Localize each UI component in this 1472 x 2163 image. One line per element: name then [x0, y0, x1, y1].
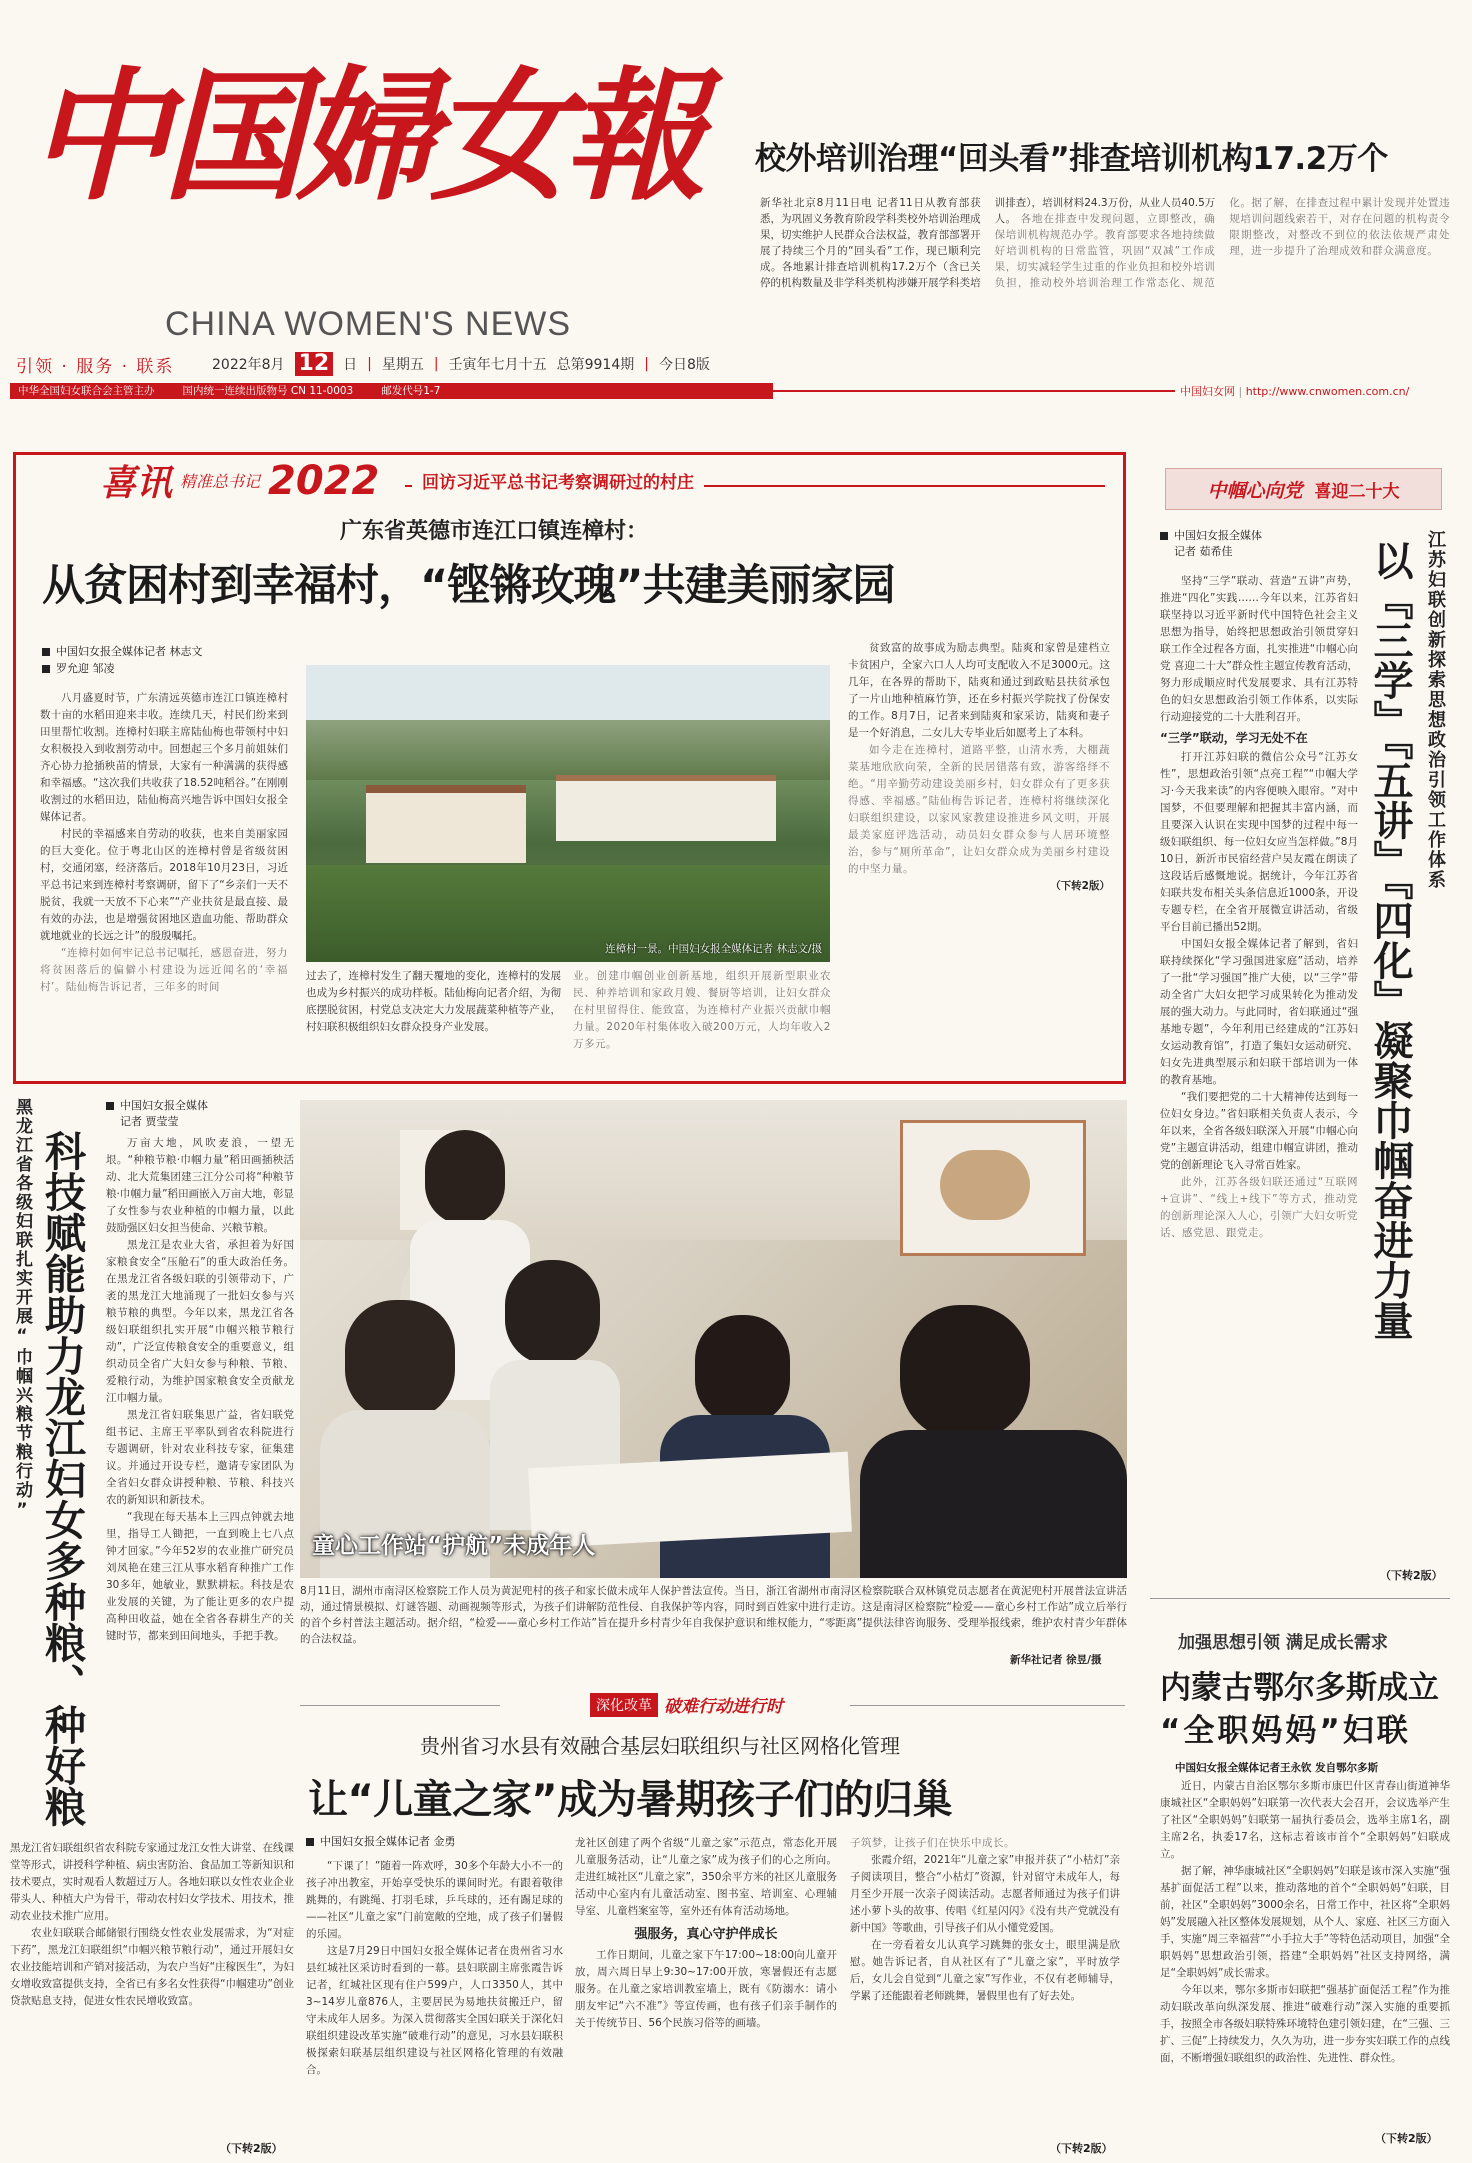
guizhou-banner	[590, 1692, 783, 1717]
guizhou-headline[interactable]: 让“儿童之家”成为暑期孩子们的归巢	[308, 1777, 953, 1823]
mongolia-headline-2[interactable]: “全职妈妈”妇联	[1160, 1713, 1411, 1749]
feature-column-tag: 回访习近平总书记考察调研过的村庄	[412, 468, 704, 493]
feature-byline: 中国妇女报全媒体记者 林志文 罗允迎 邹凌	[42, 643, 203, 677]
banner-sub: 精准总书记	[180, 472, 261, 491]
feature-col-1: 八月盛夏时节，广东清远英德市连江口镇连樟村数十亩的水稻田迎来丰收。连续几天，村民们纷来到田里帮忙收割。连樟村妇联主席陆仙梅也带领村中妇女积极投入到收割劳动中。回想起三个多月前姐妹们齐心协力抢插秧苗的情景，大家有一种满满的获得感和幸福感。“这次我们共收获了18.52吨稻谷。”在刚刚收割过的水稻田边，陆仙梅高兴地告诉中国妇女报全媒体记者。 村民的幸福感来自劳动的收获，也来自美丽家园的巨大变化。位于粤北山区的连樟村曾是省级贫困村，交通闭塞，经济落后。2018年10月23日，习近平总书记来到连樟村考察调研，留下了“乡亲们一天不脱贫，我就一天放不下心来”“产业扶贫是最直接、最有效的办法，也是增强贫困地区造血功能、帮助群众就地就业的长远之计”的殷殷嘱托。 “连樟村如何牢记总书记嘱托，感恩奋进，努力将贫困落后的偏僻小村建设为远近闻名的‘幸福村’。陆仙梅告诉记者，三年多的时间	[40, 692, 288, 993]
guizhou-col-1: “下课了！”随着一阵欢呼，30多个年龄大小不一的孩子冲出教室，开始享受快乐的课间时光。有跟着敬律跳舞的，有跳绳、打羽毛球，乒乓球的，还有踢足球的——社区“儿童之家”门前宽敞的空地，成了孩子们暑假的乐园。 这是7月29日中国妇女报全媒体记者在贵州省习水县红城社区采访时看到的一幕。县妇联副主席张霞告诉记者，红城社区现有住户599户，人口3350人，其中3~14岁儿童876人，主要居民为易地扶贫搬迁户，留守未成年人居多。为深入贯彻落实全国妇联关于深化妇联组织建设改革实施“破难行动”的意见，习水县妇联积极探索妇联基层组织建设与社区网格化管理的有效融合。	[306, 1860, 563, 2076]
right-banner	[1165, 468, 1442, 510]
guizhou-col-2: 龙社区创建了两个省级“儿童之家”示范点，常态化开展儿童服务活动，让“儿童之家”成为孩子们的心之所向。走进红城社区“儿童之家”，350余平方米的社区儿童服务活动中心室内有儿童活动室、图书室、培训室、心理辅导室、儿童档案室等，室外还有体育活动场地。 强服务，真心守护伴成长 工作日期间，儿童之家下午17:00~18:00向儿童开放，周六周日早上9:30~17:00开放，寒暑假还有志愿服务。在儿童之家培训教室墙上，既有《防溺水：请小朋友牢记“六不准”》等宣传画，也有孩子们亲手制作的关于传统节日、56个民族习俗等的画墙。	[575, 1837, 837, 2029]
feature-photo-caption: 连樟村一景。中国妇女报全媒体记者 林志文/摄	[605, 943, 822, 955]
right-headline[interactable]: 以『三学』『五讲』『四化』凝聚巾帼奋进力量	[1367, 540, 1413, 1340]
right-byline: 中国妇女报全媒体 记者 茹希佳	[1160, 528, 1262, 560]
right-banner-a: 中帼心向党	[1207, 479, 1303, 502]
center-photo-credit: 新华社记者 徐昱/摄	[1010, 1654, 1102, 1666]
website-label: 中国妇女网	[1180, 385, 1235, 398]
website-url[interactable]: http://www.cnwomen.com.cn/	[1245, 385, 1410, 398]
banner-year: 2022	[268, 457, 380, 504]
page-count: 今日8版	[658, 357, 710, 373]
right-continue: （下转2版）	[1380, 1569, 1443, 1582]
publisher-bar	[10, 383, 773, 399]
center-photo	[300, 1100, 1127, 1578]
feature-banner	[100, 455, 379, 506]
mongolia-kicker: 加强思想引领 满足成长需求	[1178, 1633, 1388, 1653]
feature-photo	[306, 665, 830, 962]
banner-logo: 喜讯	[100, 462, 173, 504]
guizhou-col-3: 子筑梦，让孩子们在快乐中成长。 张霞介绍，2021年“儿童之家”申报并获了“小枯灯”亲子阅读项目，整合“小枯灯”资源，针对留守未成年人，每月至少开展一次亲子阅读活动。志愿者师通过为孩子们讲述小萝卜头的故事、传唱《红星闪闪》《没有共产党就没有新中国》等歌曲，引导孩子们从小懂党爱国。 在一旁看着女儿认真学习跳舞的张女士，眼里满是欣慰。她告诉记者，自从社区有了“儿童之家”，平时放学后，女儿会自觉到“儿童之家”写作业，不仅有老师辅导，学累了还能跟着老师跳舞，暑假里也有了好去处。	[850, 1837, 1120, 2002]
hlj-headline[interactable]: 科技赋能助力龙江妇女多种粮、种好粮	[38, 1130, 86, 1827]
lunar-date: 壬寅年七月十五	[448, 357, 547, 373]
masthead-english: CHINA WOMEN'S NEWS	[165, 305, 572, 343]
hlj-col-bottom: 黑龙江省妇联组织省农科院专家通过龙江女性大讲堂、在线课堂等形式，讲授科学种植、病虫害防治、食品加工等新知识和技术要点，实时观看人数超过万人。各地妇联以女性农业企业带头人、种植大户为骨干，带动农村妇女学技术、用技术，推动农业技术推广应用。 农业妇联联合邮储银行围绕女性农业发展需求，为“对症下药”，黑龙江妇联组织“巾帼兴粮节粮行动”，通过开展妇女农业技能培训和产销对接活动，为农户当好“庄稼医生”，为妇女增收致富提供支持，全省已有多名女性获得“巾帼建功”创业贷款贴息支持，促进女性农民增收致富。	[10, 1842, 294, 2007]
date-bar: 2022年8月 12 日 | 星期五 | 壬寅年七月十五 总第9914期 | 今日8版	[212, 351, 710, 376]
mongolia-headline-1[interactable]: 内蒙古鄂尔多斯成立	[1160, 1670, 1439, 1706]
right-body: 坚持“三学”联动、营造“五讲”声势，推进“四化”实践……今年以来，江苏省妇联坚持以习近平新时代中国特色社会主义思想为指导，始终把思想政治引领贯穿妇联工作全过程各方面，扎实推进“巾帼心向党 喜迎二十大”群众性主题宣传教育活动，努力形成顺应时代发展要求、具有江苏特色的妇女思想政治引领工作体系，以实际行动迎接党的二十大胜利召开。 “三学”联动，学习无处不在 打开江苏妇联的微信公众号“江苏女性”，思想政治引领“点亮工程”“巾帼大学习·今天我来读”的内容便映入眼帘。“对中国梦，不但要理解和把握其丰富内涵，而且要深入认识在实现中国梦的过程中每一级妇联组织、每一位妇女应当怎样做。”8月10日，新沂市民宿经营户吴友霞在朗读了这段话后感慨地说。据统计，今年江苏省妇联共发布相关头条信息近1000条，开设专题专栏，在全省开展微宣讲活动，省级平台目前已播出52期。 中国妇女报全媒体记者了解到，省妇联持续探化“学习强国进家庭”活动，培养了一批“学习强国”推广大使，以“三学”带动全省广大妇女把学习成果转化为推动发展的强大动力。与此同时，省妇联通过“强基地专题”，今年利用已经建成的“江苏妇女运动教育馆”，打造了集妇女运动研究、妇女先进典型展示和妇联干部培训为一体的教育基地。 “我们要把党的二十大精神传达到每一位妇女身边。”省妇联相关负责人表示，今年以来，全省各级妇联深入开展“巾帼心向党”主题宣讲活动，组建巾帼宣讲团，推动党的创新理论飞入寻常百姓家。 此外，江苏各级妇联还通过“互联网+宣讲”、“线上+线下”等方式，推动党的创新理论深入人心，引领广大妇女听党话、感党恩、跟党走。	[1160, 575, 1358, 1239]
weekday: 星期五	[381, 357, 424, 373]
center-photo-caption: 8月11日，湖州市南浔区检察院工作人员为黄泥兜村的孩子和家长做未成年人保护普法宣传。当日，浙江省湖州市南浔区检察院联合双林镇党员志愿者在黄泥兜村开展普法宣讲活动，通过情景模拟、灯谜答题、动画视频等形式，为孩子们讲解防范性侵、自我保护等内容，同时到百姓家中进行走访。这是南浔区检察院“检爱——童心乡村工作站”成立后举行的首个乡村普法主题活动。据介绍，“检爱——童心乡村工作站”旨在提升乡村青少年自我保护意识和维权能力，“零距离”提供法律咨询服务、受理举报线索，维护农村青少年群体的合法权益。	[300, 1585, 1127, 1645]
masthead-title: 中国婦女報	[28, 54, 698, 220]
hlj-col-right: 万亩大地，风吹麦浪，一望无垠。“种粮节粮·巾帼力量”稻田画插秧活动、北大荒集团建三江分公司将“种粮节粮·巾帼力量”稻田画嵌入万亩大地，彰显了女性参与农业种植的巾帼力量，以此鼓励强区妇女担当使命、兴粮节粮。 黑龙江是农业大省，承担着为好国家粮食安全“压舱石”的重大政治任务。在黑龙江省各级妇联的引领带动下，广袤的黑龙江大地涌现了一批妇女参与兴粮节粮的典型。今年以来，黑龙江省各级妇联组织扎实开展“巾帼兴粮节粮行动”，广泛宣传粮食安全的重要意义，组织动员全省广大妇女参与种粮、节粮、爱粮行动，为维护国家粮食安全贡献龙江巾帼力量。 黑龙江省妇联集思广益，省妇联党组书记、主席王平率队到省农科院进行专题调研，针对农业科技专家，征集建议。并通过开设专栏，邀请专家团队为全省妇女群众讲授种粮、节粮、科技兴农的新知识和新技术。 “我现在每天基本上三四点钟就去地里，指导工人锄把，一直到晚上七八点钟才回家。”今年52岁的农业推广研究员刘凤艳在建三江从事水稻育种推广工作30多年，她敏业，默默耕耘。科技是农业发展的关键，为了能让更多的农户提高种田收益，她在全省各春耕生产的关键时节，都来到田间地头，手把手教。	[106, 1137, 294, 1642]
feature-col-4: 贫致富的故事成为励志典型。陆爽和家曾是建档立卡贫困户，全家六口人人均可支配收入不足3000元。这几年，在各界的帮助下，陆爽和通过到政贴县扶贫承包了一片山地种植麻竹笋，还在乡村振兴学院找了份保安的工作。8月7日，记者来到陆爽和家采访，陆爽和妻子是一个好消息，二女儿大专毕业后如愿考上了本科。 如今走在连樟村，道路平整，山清水秀，大棚蔬菜基地欣欣向荣，全新的民居错落有致，游客络绎不绝。“用辛勤劳动建设美丽乡村，妇女群众有了更多获得感、幸福感。”陆仙梅告诉记者，连樟村将继续深化妇联组织建设，以家风家教建设推进乡风文明，开展最美家庭评选活动，动员妇女群众参与人居环境整治，参与“厕所革命”，让妇女群众成为美丽乡村建设的中坚力量。 （下转2版）	[848, 642, 1110, 892]
guizhou-byline: 中国妇女报全媒体记者 金勇	[306, 1833, 456, 1849]
feature-kicker: 广东省英德市连江口镇连樟村：	[340, 519, 649, 544]
guizhou-continue: （下转2版）	[1050, 2142, 1113, 2155]
right-kicker: 江苏妇联创新探索思想政治引领工作体系	[1425, 530, 1446, 890]
date-day: 12	[295, 352, 334, 376]
guizhou-banner-b: 破难行动进行时	[664, 1697, 783, 1717]
postal-code: 邮发代号1-7	[381, 385, 441, 397]
date-suffix: 日	[343, 357, 358, 373]
slogan: 引领 · 服务 · 联系	[16, 357, 175, 377]
center-photo-overlay: 童心工作站“护航”未成年人	[312, 1533, 596, 1559]
top-story-headline[interactable]: 校外培训治理“回头看”排查培训机构17.2万个	[755, 141, 1388, 177]
right-banner-b: 喜迎二十大	[1314, 481, 1400, 502]
hlj-byline: 中国妇女报全媒体 记者 贾莹莹	[106, 1098, 208, 1130]
mongolia-continue: （下转2版）	[1375, 2132, 1438, 2145]
feature-col-2: 过去了，连樟村发生了翻天覆地的变化，连樟村的发展也成为乡村振兴的成功样板。陆仙梅向记者介绍，为彻底摆脱贫困，村党总支决定大力发展蔬菜种植等产业，村妇联积极组织妇女群众投身产业发展。	[306, 970, 561, 1033]
feature-col-3: 业。创建巾帼创业创新基地，组织开展新型职业农民、种养培训和家政月嫂、餐厨等培训，让妇女群众在村里留得住、能致富，为连樟村产业振兴贡献巾帼力量。2020年村集体收入破200万元，人均年收入2万多元。	[573, 970, 831, 1050]
website-info[interactable]: 中国妇女网 | http://www.cnwomen.com.cn/	[1180, 385, 1410, 398]
mongolia-byline: 中国妇女报全媒体记者王永钦 发自鄂尔多斯	[1175, 1762, 1379, 1774]
top-story-body: 新华社北京8月11日电 记者11日从教育部获悉，为巩固义务教育阶段学科类校外培训治理成果，切实维护人民群众合法权益，教育部部署开展了持续三个月的“回头看”工作，现已顺利完成。各地累计排查培训机构17.2万个（含已关停的机构数量及非学科类机构涉嫌开展学科类培训排查），培训材料24.3万份，从业人员40.5万人。 各地在排查中发现问题，立即整改，确保培训机构规范办学。教育部要求各地持续做好培训机构的日常监管，巩固“双减”工作成果，切实减轻学生过重的作业负担和校外培训负担，推动校外培训治理工作常态化、规范化。据了解，在排查过程中累计发现并处置违规培训问题线索若干，对存在问题的机构责令限期整改，对整改不到位的依法依规严肃处理，进一步提升了治理成效和群众满意度。	[760, 197, 1450, 289]
guizhou-banner-a: 深化改革	[590, 1693, 658, 1717]
hlj-continue: （下转2版）	[220, 2142, 283, 2155]
publisher: 中华全国妇女联合会主管主办	[18, 385, 155, 397]
mongolia-body: 近日，内蒙古自治区鄂尔多斯市康巴什区青春山街道神华康城社区“全职妈妈”妇联第一次代表大会召开，会议选举产生了社区“全职妈妈”妇联第一届执行委员会，选举主席1名，副主席2名，执委17名，这标志着该市首个“全职妈妈”妇联成立。 据了解，神华康城社区“全职妈妈”妇联是该市深入实施“强基扩面促活工程”以来，推动落地的首个“全职妈妈”妇联，目前，社区“全职妈妈”3000余名，日常工作中，社区将“全职妈妈”发展融入社区整体发展规划，从个人、家庭、社区三方面入手，实施“周三幸福营”“小手拉大手”等特色活动项目，加强“全职妈妈”思想政治引领，搭建“全职妈妈”社区支持网络，满足“全职妈妈”成长需求。 今年以来，鄂尔多斯市妇联把“强基扩面促活工程”作为推动妇联改革向纵深发展、推进“破难行动”深入实施的重要抓手，按照全市各级妇联特殊环境特色建引领妇建，在“三强、三扩、三促”上持续发力，久久为功，进一步夯实妇联工作的点线面，不断增强妇联组织的政治性、先进性、群众性。	[1160, 1780, 1450, 2064]
feature-headline[interactable]: 从贫困村到幸福村，“铿锵玫瑰”共建美丽家园	[42, 561, 895, 611]
guizhou-kicker: 贵州省习水县有效融合基层妇联组织与社区网格化管理	[420, 1734, 900, 1758]
date-prefix: 2022年8月	[212, 357, 285, 373]
hlj-kicker: 黑龙江省各级妇联扎实开展“巾帼兴粮节粮行动”	[12, 1098, 32, 1522]
issue-number: 总第9914期	[556, 357, 635, 373]
cn-number: 国内统一连续出版物号 CN 11-0003	[182, 385, 354, 397]
